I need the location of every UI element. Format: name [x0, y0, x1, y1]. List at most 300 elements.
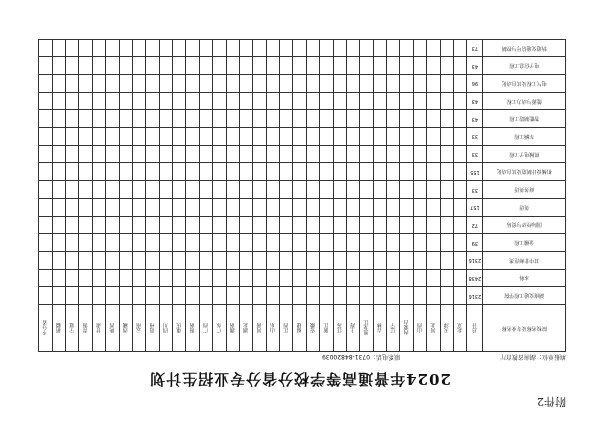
quota-cell	[159, 181, 172, 199]
quota-cell	[427, 57, 440, 75]
quota-cell	[39, 39, 53, 57]
quota-cell	[346, 163, 359, 181]
quota-cell	[92, 110, 105, 128]
quota-cell	[39, 234, 53, 252]
major-name-cell: 轨道交通信号与控制	[483, 39, 566, 57]
quota-cell	[119, 251, 132, 269]
quota-cell	[360, 57, 373, 75]
quota-cell: 33	[467, 128, 483, 146]
quota-cell	[293, 181, 306, 199]
quota-cell	[119, 234, 132, 252]
quota-cell	[92, 287, 105, 305]
quota-cell	[427, 110, 440, 128]
quota-cell	[453, 181, 466, 199]
quota-cell	[52, 181, 65, 199]
quota-cell	[213, 216, 226, 234]
quota-cell	[173, 216, 186, 234]
quota-cell: 43	[467, 110, 483, 128]
column-header: 河南	[253, 305, 266, 352]
quota-cell	[453, 145, 466, 163]
quota-cell	[427, 181, 440, 199]
quota-cell	[360, 181, 373, 199]
quota-cell	[119, 198, 132, 216]
table-row	[39, 287, 566, 305]
quota-cell	[39, 287, 53, 305]
quota-cell	[39, 198, 53, 216]
quota-cell	[440, 216, 453, 234]
quota-cell	[333, 198, 346, 216]
quota-cell	[106, 75, 119, 93]
quota-cell	[52, 234, 65, 252]
quota-cell	[346, 92, 359, 110]
enrollment-plan-table	[38, 39, 566, 352]
major-name-cell: 电气工程及其自动化	[483, 75, 566, 93]
quota-cell	[373, 163, 386, 181]
quota-cell	[146, 128, 159, 146]
quota-cell	[173, 198, 186, 216]
quota-cell	[92, 269, 105, 287]
quota-cell	[239, 198, 252, 216]
quota-cell	[413, 39, 426, 57]
quota-cell	[173, 251, 186, 269]
quota-cell	[280, 145, 293, 163]
quota-cell	[333, 75, 346, 93]
quota-cell	[440, 39, 453, 57]
quota-cell	[146, 39, 159, 57]
column-header: 广西	[199, 305, 212, 352]
quota-cell	[280, 110, 293, 128]
major-name-cell: 机械设计制造及其自动化	[483, 163, 566, 181]
quota-cell	[213, 251, 226, 269]
quota-cell	[306, 163, 319, 181]
quota-cell	[413, 198, 426, 216]
quota-cell	[186, 287, 199, 305]
quota-cell	[146, 181, 159, 199]
quota-cell	[293, 128, 306, 146]
quota-cell	[132, 110, 145, 128]
major-name-cell: 电子信息工程	[483, 57, 566, 75]
quota-cell	[52, 251, 65, 269]
quota-cell	[119, 216, 132, 234]
quota-cell	[132, 287, 145, 305]
quota-cell	[106, 287, 119, 305]
quota-cell	[346, 181, 359, 199]
quota-cell	[320, 163, 333, 181]
quota-cell	[52, 269, 65, 287]
quota-cell	[400, 216, 413, 234]
column-header: 院校名称及专业名称	[483, 305, 566, 352]
quota-cell	[293, 75, 306, 93]
column-header: 陕西	[106, 305, 119, 352]
quota-cell	[333, 128, 346, 146]
quota-cell	[66, 198, 79, 216]
quota-cell	[293, 234, 306, 252]
quota-cell	[213, 287, 226, 305]
quota-cell	[346, 251, 359, 269]
quota-cell	[427, 234, 440, 252]
quota-cell	[226, 75, 239, 93]
quota-cell	[280, 128, 293, 146]
quota-cell: 43	[467, 57, 483, 75]
quota-cell	[453, 251, 466, 269]
quota-cell	[320, 251, 333, 269]
quota-cell	[427, 163, 440, 181]
quota-cell	[453, 110, 466, 128]
quota-cell	[280, 75, 293, 93]
quota-cell	[199, 216, 212, 234]
quota-cell	[400, 163, 413, 181]
quota-cell	[226, 251, 239, 269]
quota-cell	[226, 145, 239, 163]
quota-cell	[146, 198, 159, 216]
quota-cell	[346, 216, 359, 234]
quota-cell	[440, 269, 453, 287]
quota-cell	[440, 75, 453, 93]
column-header: 重庆	[173, 305, 186, 352]
quota-cell	[387, 181, 400, 199]
column-header: 不分省	[39, 305, 53, 352]
quota-cell	[186, 198, 199, 216]
quota-cell: 155	[467, 163, 483, 181]
quota-cell	[280, 251, 293, 269]
quota-cell	[280, 269, 293, 287]
quota-cell	[266, 198, 279, 216]
quota-cell: 72	[467, 216, 483, 234]
quota-cell	[226, 128, 239, 146]
quota-cell	[39, 269, 53, 287]
quota-cell	[39, 251, 53, 269]
quota-cell	[226, 163, 239, 181]
quota-cell	[146, 287, 159, 305]
quota-cell	[360, 216, 373, 234]
quota-cell	[226, 216, 239, 234]
quota-cell	[413, 110, 426, 128]
quota-cell	[226, 198, 239, 216]
column-header: 贵州	[146, 305, 159, 352]
quota-cell	[213, 39, 226, 57]
quota-cell	[253, 287, 266, 305]
quota-cell	[266, 39, 279, 57]
quota-cell	[173, 269, 186, 287]
quota-cell	[293, 216, 306, 234]
quota-cell	[427, 251, 440, 269]
quota-cell	[159, 269, 172, 287]
quota-cell	[306, 110, 319, 128]
quota-cell	[253, 234, 266, 252]
table-row	[39, 269, 566, 287]
quota-cell	[79, 269, 92, 287]
column-header: 青海	[79, 305, 92, 352]
quota-cell	[119, 181, 132, 199]
quota-cell	[66, 145, 79, 163]
quota-cell	[132, 234, 145, 252]
quota-cell	[66, 234, 79, 252]
quota-cell	[440, 251, 453, 269]
table-row	[39, 39, 566, 57]
quota-cell	[186, 181, 199, 199]
quota-cell	[266, 181, 279, 199]
quota-cell	[173, 57, 186, 75]
table-row	[39, 145, 566, 163]
quota-cell	[119, 39, 132, 57]
quota-cell	[199, 181, 212, 199]
quota-cell	[306, 39, 319, 57]
quota-cell	[213, 57, 226, 75]
quota-cell	[199, 198, 212, 216]
quota-cell	[387, 234, 400, 252]
quota-cell	[400, 181, 413, 199]
quota-cell	[427, 145, 440, 163]
quota-cell	[453, 163, 466, 181]
quota-cell	[293, 198, 306, 216]
quota-cell	[173, 287, 186, 305]
quota-cell	[146, 57, 159, 75]
quota-cell	[400, 145, 413, 163]
quota-cell	[373, 251, 386, 269]
column-header: 上海	[346, 305, 359, 352]
quota-cell	[239, 181, 252, 199]
quota-cell	[293, 57, 306, 75]
major-name-cell: 车辆工程	[483, 128, 566, 146]
quota-cell: 39	[467, 234, 483, 252]
quota-cell	[280, 57, 293, 75]
quota-cell	[453, 57, 466, 75]
quota-cell	[186, 39, 199, 57]
quota-cell	[373, 198, 386, 216]
quota-cell	[52, 198, 65, 216]
quota-cell	[119, 269, 132, 287]
quota-cell	[360, 234, 373, 252]
quota-cell	[92, 128, 105, 146]
quota-cell	[280, 287, 293, 305]
quota-cell	[306, 251, 319, 269]
quota-cell	[159, 198, 172, 216]
quota-cell	[66, 57, 79, 75]
contact-phone-label: 联系电话：0731-84820039	[322, 353, 400, 360]
quota-cell	[293, 251, 306, 269]
quota-cell	[360, 145, 373, 163]
quota-cell	[266, 287, 279, 305]
table-row	[39, 110, 566, 128]
quota-cell	[173, 39, 186, 57]
quota-cell	[293, 287, 306, 305]
quota-cell	[39, 110, 53, 128]
quota-cell	[346, 39, 359, 57]
quota-cell	[387, 216, 400, 234]
quota-cell	[253, 39, 266, 57]
major-name-cell: 金融工程	[483, 234, 566, 252]
quota-cell	[320, 181, 333, 199]
quota-cell	[320, 39, 333, 57]
quota-cell	[119, 145, 132, 163]
quota-cell	[106, 269, 119, 287]
quota-cell	[360, 128, 373, 146]
quota-cell	[387, 92, 400, 110]
quota-cell	[159, 57, 172, 75]
quota-cell	[119, 110, 132, 128]
quota-cell	[427, 198, 440, 216]
quota-cell	[159, 39, 172, 57]
quota-cell	[346, 269, 359, 287]
quota-cell	[413, 75, 426, 93]
quota-cell	[213, 128, 226, 146]
quota-cell	[92, 181, 105, 199]
quota-cell	[52, 75, 65, 93]
quota-cell	[159, 110, 172, 128]
quota-cell	[266, 163, 279, 181]
quota-cell	[173, 234, 186, 252]
quota-cell	[440, 110, 453, 128]
column-header: 四川	[159, 305, 172, 352]
table-header-row	[39, 305, 566, 352]
table-row	[39, 75, 566, 93]
quota-cell	[373, 57, 386, 75]
quota-cell	[440, 92, 453, 110]
quota-cell	[92, 251, 105, 269]
quota-cell	[52, 39, 65, 57]
major-name-cell: 能源与动力工程	[483, 92, 566, 110]
quota-cell	[413, 251, 426, 269]
column-header: 江苏	[333, 305, 346, 352]
quota-cell	[186, 163, 199, 181]
quota-cell	[173, 75, 186, 93]
quota-cell	[92, 57, 105, 75]
quota-cell	[293, 145, 306, 163]
quota-cell	[79, 163, 92, 181]
quota-cell	[132, 269, 145, 287]
quota-cell	[199, 39, 212, 57]
quota-cell	[400, 287, 413, 305]
quota-cell	[253, 57, 266, 75]
column-header: 山东	[266, 305, 279, 352]
quota-cell	[333, 110, 346, 128]
column-header: 湖南	[226, 305, 239, 352]
quota-cell	[253, 145, 266, 163]
quota-cell	[320, 234, 333, 252]
quota-cell	[427, 287, 440, 305]
quota-cell	[239, 145, 252, 163]
quota-cell	[253, 128, 266, 146]
quota-cell	[106, 128, 119, 146]
quota-cell	[306, 75, 319, 93]
quota-cell	[239, 269, 252, 287]
quota-cell	[253, 269, 266, 287]
quota-cell	[199, 251, 212, 269]
quota-cell	[400, 39, 413, 57]
table-row	[39, 181, 566, 199]
quota-cell	[333, 234, 346, 252]
quota-cell	[253, 163, 266, 181]
quota-cell	[199, 128, 212, 146]
quota-cell	[280, 234, 293, 252]
quota-cell	[199, 234, 212, 252]
quota-cell	[293, 39, 306, 57]
quota-cell	[159, 163, 172, 181]
quota-cell	[373, 181, 386, 199]
quota-cell	[333, 251, 346, 269]
quota-cell	[239, 39, 252, 57]
quota-cell	[79, 92, 92, 110]
quota-cell	[213, 181, 226, 199]
table-body	[39, 39, 566, 304]
quota-cell	[146, 269, 159, 287]
quota-cell	[52, 128, 65, 146]
quota-cell	[413, 163, 426, 181]
table-row	[39, 128, 566, 146]
major-name-cell: 湖南交通工程学院	[483, 287, 566, 305]
quota-cell	[266, 110, 279, 128]
quota-cell	[186, 75, 199, 93]
quota-cell	[320, 57, 333, 75]
quota-cell	[387, 269, 400, 287]
column-header: 宁夏	[66, 305, 79, 352]
quota-cell	[387, 198, 400, 216]
quota-cell	[306, 128, 319, 146]
quota-cell	[427, 39, 440, 57]
quota-cell: 2316	[467, 251, 483, 269]
quota-cell	[199, 92, 212, 110]
quota-cell	[186, 92, 199, 110]
quota-cell	[173, 110, 186, 128]
quota-cell	[119, 128, 132, 146]
quota-cell	[159, 145, 172, 163]
quota-cell	[253, 216, 266, 234]
quota-cell	[239, 128, 252, 146]
quota-cell	[280, 198, 293, 216]
quota-cell	[132, 198, 145, 216]
quota-cell	[66, 110, 79, 128]
quota-cell	[306, 181, 319, 199]
quota-cell	[427, 269, 440, 287]
quota-cell	[226, 57, 239, 75]
quota-cell	[66, 216, 79, 234]
quota-cell	[280, 39, 293, 57]
quota-cell	[226, 269, 239, 287]
quota-cell	[333, 269, 346, 287]
quota-cell	[159, 75, 172, 93]
quota-cell	[400, 128, 413, 146]
quota-cell	[213, 145, 226, 163]
column-header: 海南	[186, 305, 199, 352]
quota-cell	[146, 216, 159, 234]
quota-cell	[159, 128, 172, 146]
quota-cell	[159, 234, 172, 252]
quota-cell	[333, 216, 346, 234]
quota-cell	[373, 234, 386, 252]
quota-cell	[132, 163, 145, 181]
quota-cell	[132, 181, 145, 199]
quota-cell	[253, 92, 266, 110]
quota-cell	[39, 75, 53, 93]
quota-cell	[360, 39, 373, 57]
quota-cell	[373, 128, 386, 146]
quota-cell	[440, 145, 453, 163]
quota-cell	[453, 39, 466, 57]
quota-cell	[280, 216, 293, 234]
table-row	[39, 163, 566, 181]
quota-cell	[333, 39, 346, 57]
quota-cell	[186, 216, 199, 234]
quota-cell	[346, 128, 359, 146]
quota-cell	[413, 181, 426, 199]
quota-cell	[306, 216, 319, 234]
quota-cell	[333, 287, 346, 305]
quota-cell	[186, 145, 199, 163]
quota-cell	[106, 92, 119, 110]
quota-cell	[39, 181, 53, 199]
quota-cell	[280, 163, 293, 181]
quota-cell	[293, 92, 306, 110]
